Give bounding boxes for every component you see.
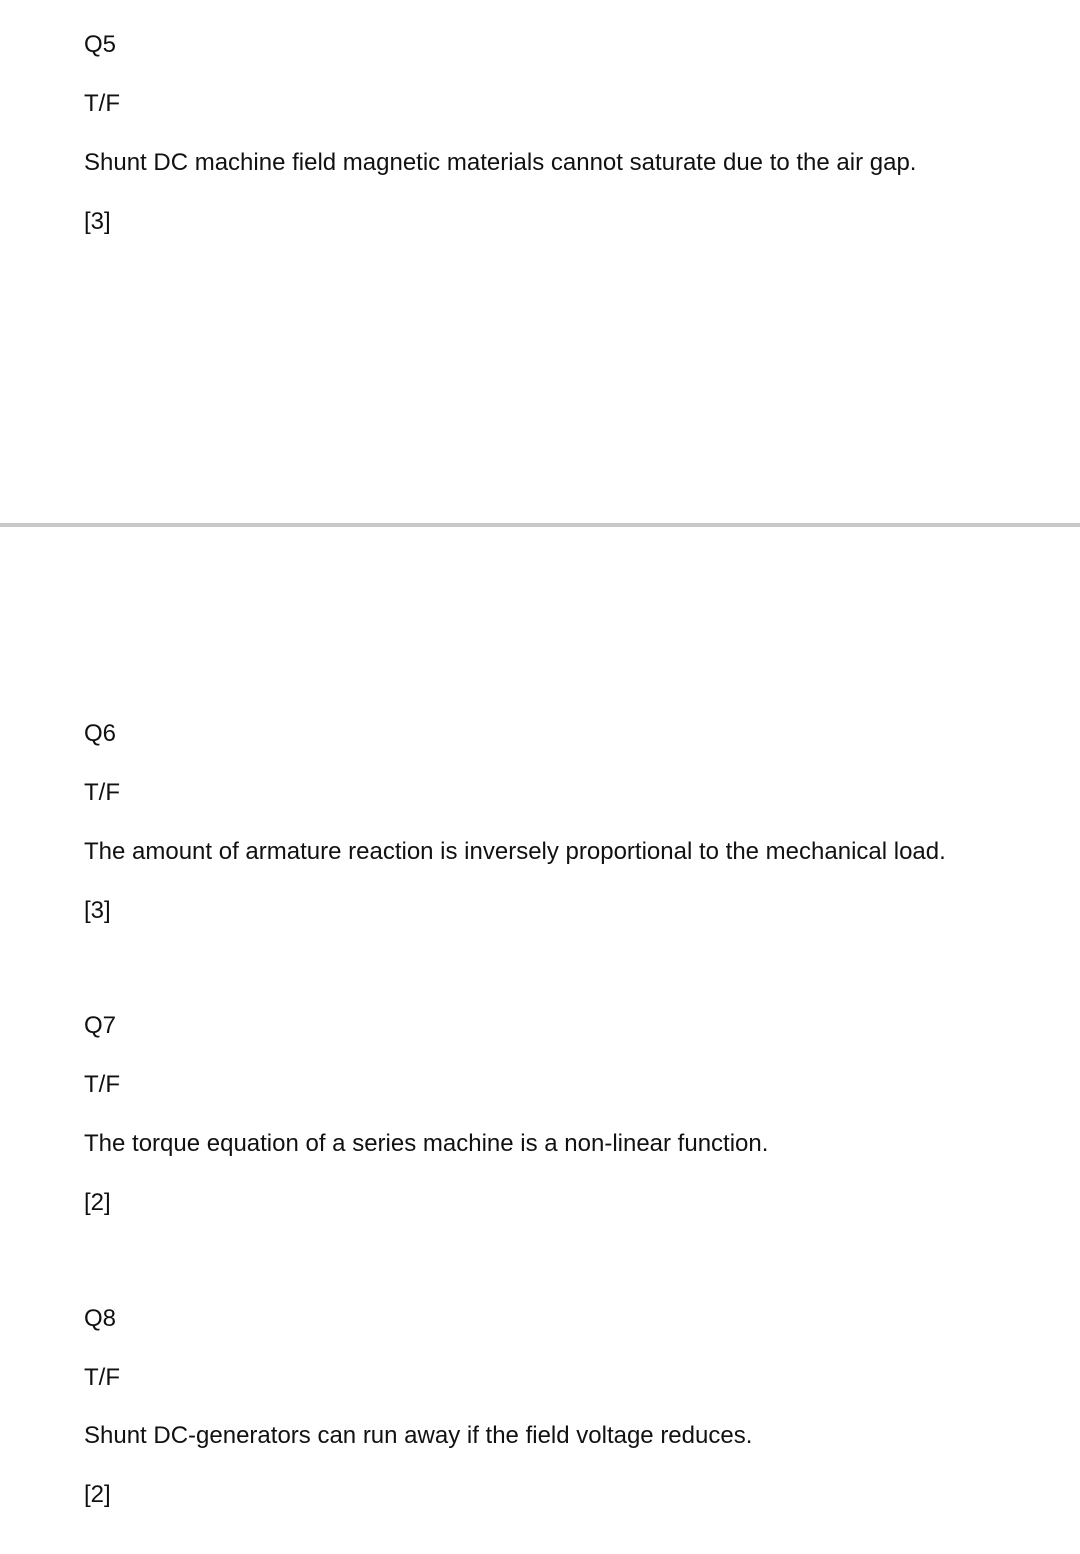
question-statement: Shunt DC machine field magnetic materials cannot saturate due to the air gap. — [84, 149, 917, 176]
question-statement: The torque equation of a series machine is a non-linear function. — [84, 1130, 769, 1157]
question-marks: [3] — [84, 897, 111, 924]
question-type: T/F — [84, 1071, 120, 1098]
page-divider — [0, 523, 1080, 527]
question-marks: [2] — [84, 1189, 111, 1216]
question-statement: The amount of armature reaction is inversely proportional to the mechanical load. — [84, 838, 946, 865]
question-number: Q6 — [84, 720, 117, 747]
question-statement: Shunt DC-generators can run away if the field voltage reduces. — [84, 1422, 753, 1449]
question-type: T/F — [84, 1364, 120, 1391]
question-marks: [3] — [84, 208, 111, 235]
question-number: Q5 — [84, 31, 117, 58]
question-type: T/F — [84, 90, 120, 117]
question-type: T/F — [84, 779, 120, 806]
question-number: Q8 — [84, 1305, 117, 1332]
question-marks: [2] — [84, 1481, 111, 1508]
question-number: Q7 — [84, 1012, 117, 1039]
